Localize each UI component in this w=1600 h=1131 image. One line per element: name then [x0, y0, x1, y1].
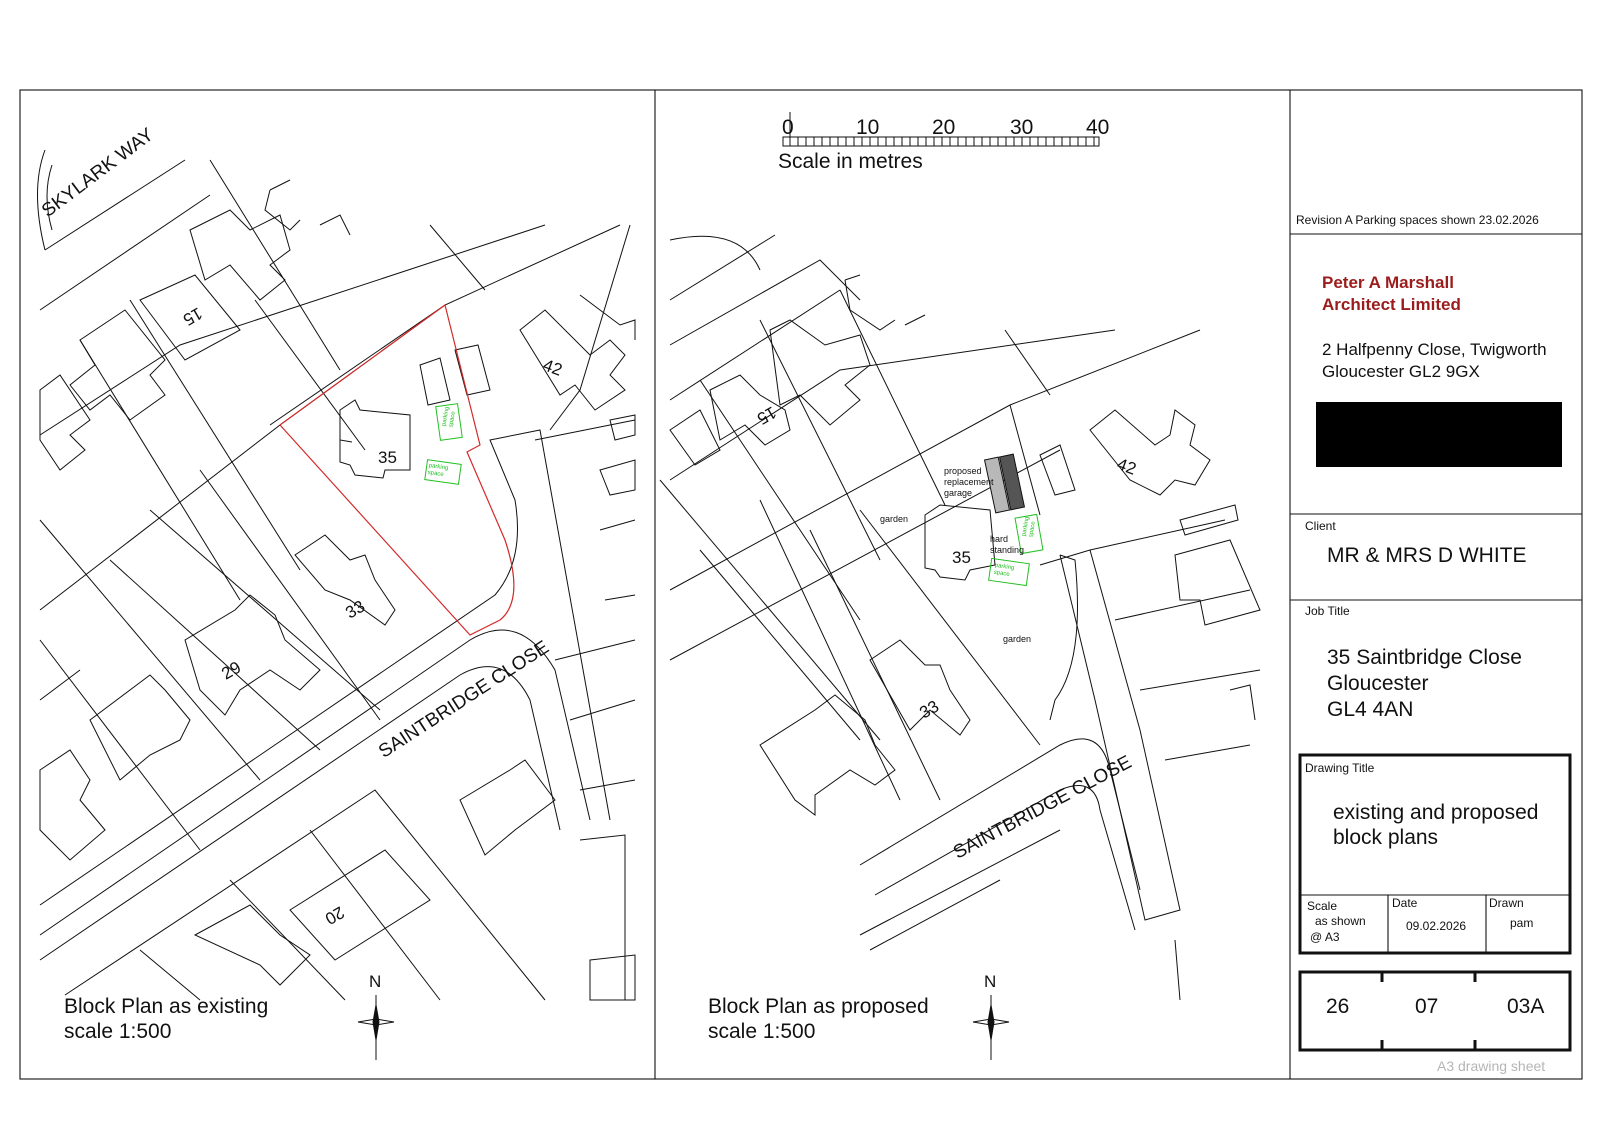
proposed-plan-title: Block Plan as proposed: [708, 995, 929, 1018]
parking-label-existing-1: parking space: [441, 406, 457, 428]
scale-tick-30: 30: [1010, 116, 1034, 139]
job-heading: Job Title: [1305, 604, 1350, 618]
house-number-15-proposed: 15: [753, 402, 780, 429]
hard-standing-label: [990, 534, 1024, 556]
house-number-20-existing: 20: [321, 902, 348, 929]
garage-label-line-3: garage: [944, 488, 973, 498]
job-title-line-1: 35 Saintbridge Close: [1327, 646, 1522, 669]
house-number-29-existing: 29: [218, 657, 245, 684]
north-arrow-proposed: [973, 995, 1009, 1060]
existing-plan-scale: scale 1:500: [64, 1020, 172, 1043]
garage-label-line-1: proposed: [944, 466, 982, 476]
garage-label-line-2: replacement: [944, 477, 994, 487]
revision-note: Revision A Parking spaces shown 23.02.2026: [1296, 213, 1539, 227]
proposed-plan-linework: [660, 235, 1260, 1000]
scale-tick-0: 0: [782, 116, 794, 139]
scale-heading: Scale: [1307, 899, 1338, 913]
house-number-33-proposed: 33: [916, 696, 943, 723]
house-number-42-proposed: 42: [1114, 454, 1139, 479]
drawn-heading: Drawn: [1489, 896, 1524, 910]
scale-caption: Scale in metres: [778, 150, 923, 173]
drawing-title-heading: Drawing Title: [1305, 761, 1375, 775]
existing-plan-linework: [38, 150, 636, 1000]
client-name: MR & MRS D WHITE: [1327, 544, 1527, 567]
garage-label: [944, 466, 994, 499]
job-title-line-2: Gloucester: [1327, 672, 1429, 695]
firm-name-line-2: Architect Limited: [1322, 295, 1461, 314]
redacted-block: [1316, 402, 1562, 467]
scale-value-line-1: as shown: [1315, 914, 1366, 928]
scale-tick-40: 40: [1086, 116, 1110, 139]
drawing-number-sheet: 03A: [1507, 995, 1545, 1018]
scale-tick-10: 10: [856, 116, 880, 139]
hard-standing-line-1: hard: [990, 534, 1009, 544]
scale-tick-20: 20: [932, 116, 956, 139]
scale-value-line-2: @ A3: [1310, 930, 1340, 944]
house-number-15-existing: 15: [179, 303, 206, 330]
drawing-number-job: 26: [1326, 995, 1350, 1018]
road-label-saintbridge-existing: SAINTBRIDGE CLOSE: [375, 636, 553, 763]
north-label-existing: N: [369, 972, 382, 991]
proposed-plan-scale: scale 1:500: [708, 1020, 816, 1043]
client-heading: Client: [1305, 519, 1336, 533]
drawn-value: pam: [1510, 916, 1534, 930]
garden-label-front: garden: [1003, 634, 1032, 644]
parking-label-proposed-2: parking space: [993, 562, 1015, 578]
job-title-line-3: GL4 4AN: [1327, 698, 1414, 721]
drawing-title-line-2: block plans: [1333, 826, 1439, 849]
hard-standing-line-2: standing: [990, 545, 1025, 555]
firm-name-line-1: Peter A Marshall: [1322, 273, 1454, 292]
drawing-title-line-1: existing and proposed: [1333, 801, 1539, 824]
north-label-proposed: N: [984, 972, 997, 991]
house-number-35-existing: 35: [378, 448, 397, 467]
existing-plan-title: Block Plan as existing: [64, 995, 269, 1018]
road-label-skylark-way: SKYLARK WAY: [38, 124, 158, 222]
road-label-saintbridge-proposed: SAINTBRIDGE CLOSE: [950, 751, 1136, 864]
sheet-frame: [20, 90, 1582, 1079]
sheet-size-note: A3 drawing sheet: [1437, 1058, 1546, 1074]
drawing-number-series: 07: [1415, 995, 1439, 1018]
parking-label-existing-2: parking space: [427, 462, 449, 479]
firm-address-line-1: 2 Halfpenny Close, Twigworth: [1322, 340, 1547, 359]
north-arrow-existing: [358, 995, 394, 1060]
garden-label-rear: garden: [880, 514, 909, 524]
house-number-35-proposed: 35: [952, 548, 971, 567]
house-number-42-existing: 42: [540, 355, 565, 380]
date-value: 09.02.2026: [1406, 919, 1467, 933]
date-heading: Date: [1392, 896, 1418, 910]
house-number-33-existing: 33: [342, 596, 369, 623]
parking-label-proposed-1: parking space: [1021, 516, 1037, 538]
firm-address-line-2: Gloucester GL2 9GX: [1322, 362, 1480, 381]
